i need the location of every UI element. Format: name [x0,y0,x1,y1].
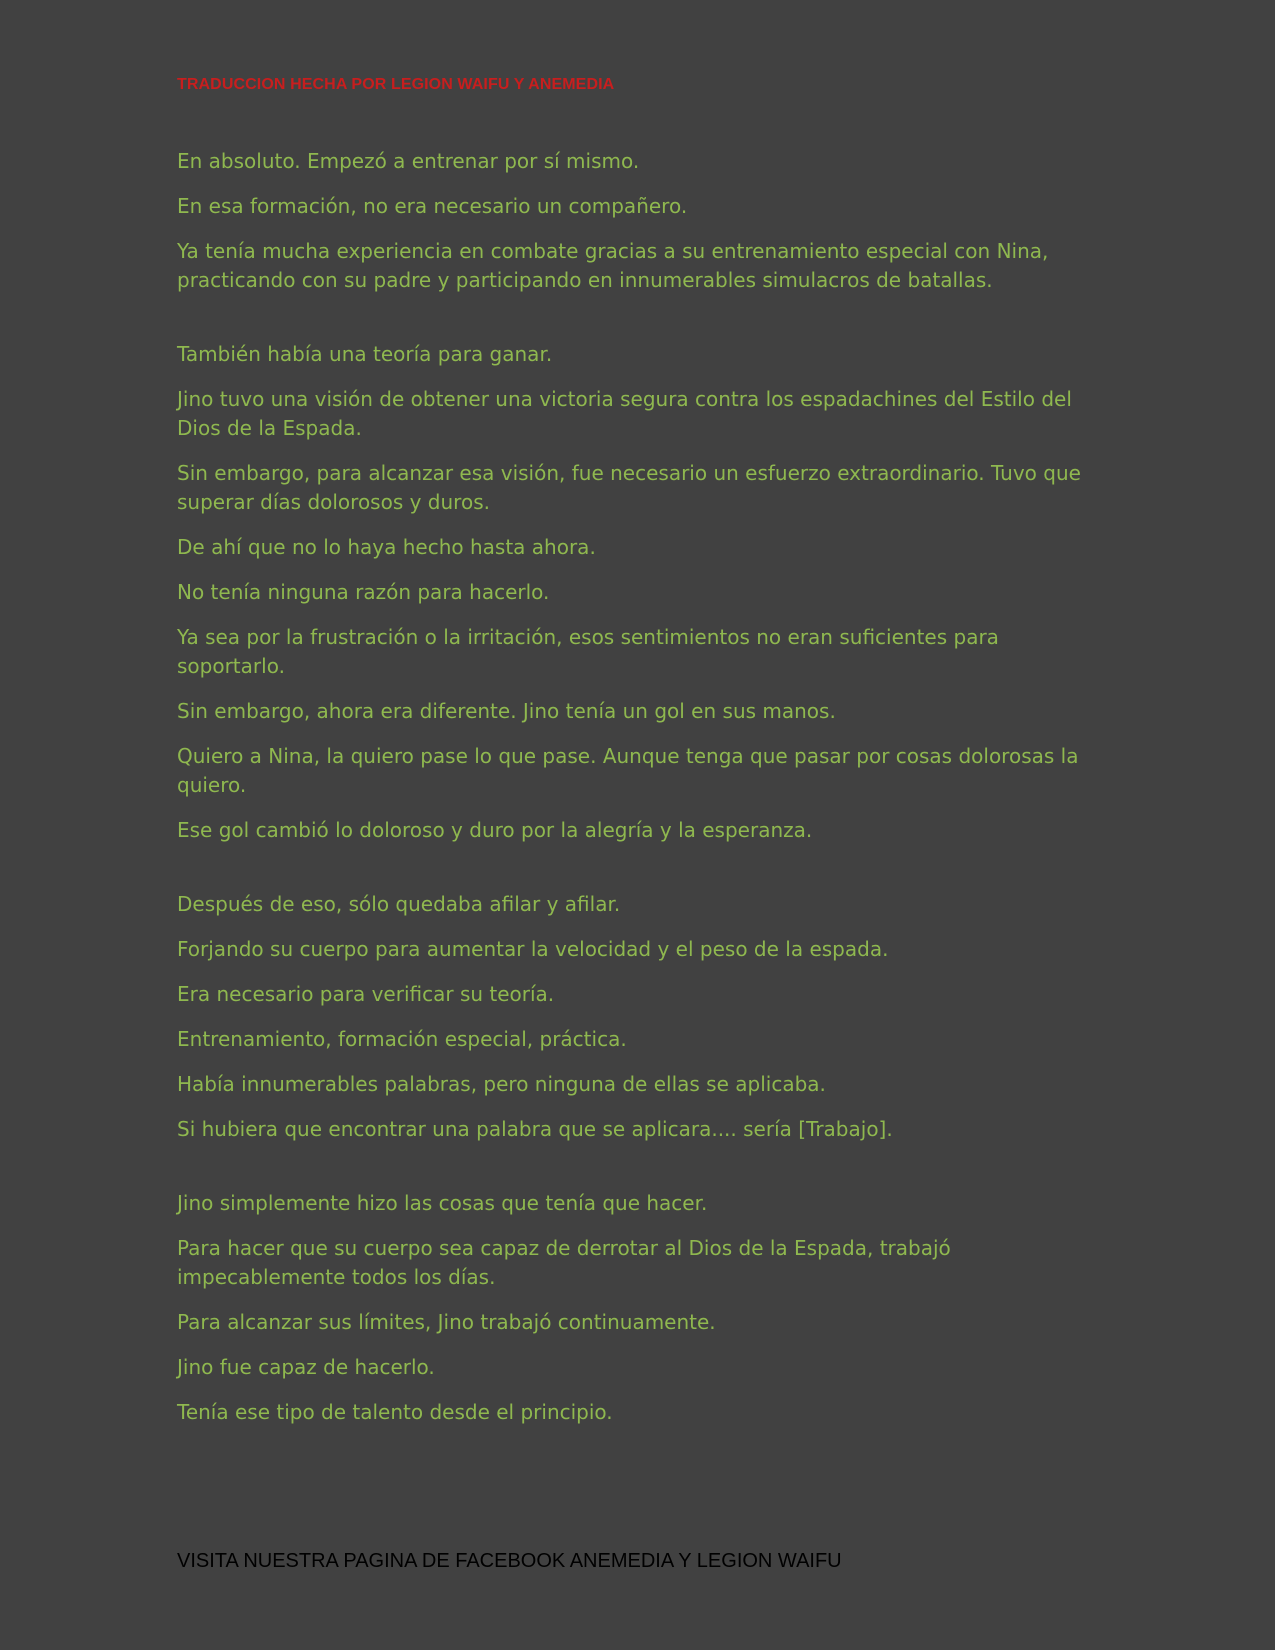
paragraph: Si hubiera que encontrar una palabra que se aplicara.... sería [Trabajo]. [177,1117,893,1141]
paragraph: Jino simplemente hizo las cosas que tenía que hacer. [177,1191,708,1215]
paragraph: Tenía ese tipo de talento desde el principio. [177,1400,613,1424]
paragraph: Para alcanzar sus límites, Jino trabajó continuamente. [177,1310,716,1334]
paragraph: En esa formación, no era necesario un compañero. [177,194,688,218]
paragraph: Para hacer que su cuerpo sea capaz de derrotar al Dios de la Espada, trabajó impecablemente todos los días. [177,1236,951,1289]
paragraph: Quiero a Nina, la quiero pase lo que pase. Aunque tenga que pasar por cosas dolorosas la quiero. [177,744,1079,797]
translation-credit-header: TRADUCCION HECHA POR LEGION WAIFU Y ANEMEDIA [177,76,615,93]
paragraph: Después de eso, sólo quedaba afilar y afilar. [177,892,621,916]
paragraph: De ahí que no lo haya hecho hasta ahora. [177,535,596,559]
paragraph: Ya tenía mucha experiencia en combate gracias a su entrenamiento especial con Nina, practicando con su padre y participando en innumerables simulacros de batallas. [177,239,1049,292]
paragraph: En absoluto. Empezó a entrenar por sí mismo. [177,149,640,173]
facebook-promo-footer: VISITA NUESTRA PAGINA DE FACEBOOK ANEMEDIA Y LEGION WAIFU [177,1550,842,1572]
paragraph: Forjando su cuerpo para aumentar la velocidad y el peso de la espada. [177,937,889,961]
paragraph: Entrenamiento, formación especial, práctica. [177,1027,627,1051]
story-body [177,147,1102,1443]
paragraph: Era necesario para verificar su teoría. [177,982,555,1006]
paragraph: No tenía ninguna razón para hacerlo. [177,580,550,604]
paragraph: Ese gol cambió lo doloroso y duro por la alegría y la esperanza. [177,818,813,842]
paragraph: Había innumerables palabras, pero ninguna de ellas se aplicaba. [177,1072,826,1096]
paragraph: Jino tuvo una visión de obtener una victoria segura contra los espadachines del Estilo del Dios de la Espada. [177,387,1072,440]
paragraph: Sin embargo, ahora era diferente. Jino tenía un gol en sus manos. [177,699,836,723]
paragraph: Jino fue capaz de hacerlo. [177,1355,435,1379]
paragraph: Sin embargo, para alcanzar esa visión, fue necesario un esfuerzo extraordinario. Tuvo que superar días dolorosos y duros. [177,461,1081,514]
paragraph: Ya sea por la frustración o la irritación, esos sentimientos no eran suficientes para soportarlo. [177,625,999,678]
paragraph: También había una teoría para ganar. [177,342,553,366]
